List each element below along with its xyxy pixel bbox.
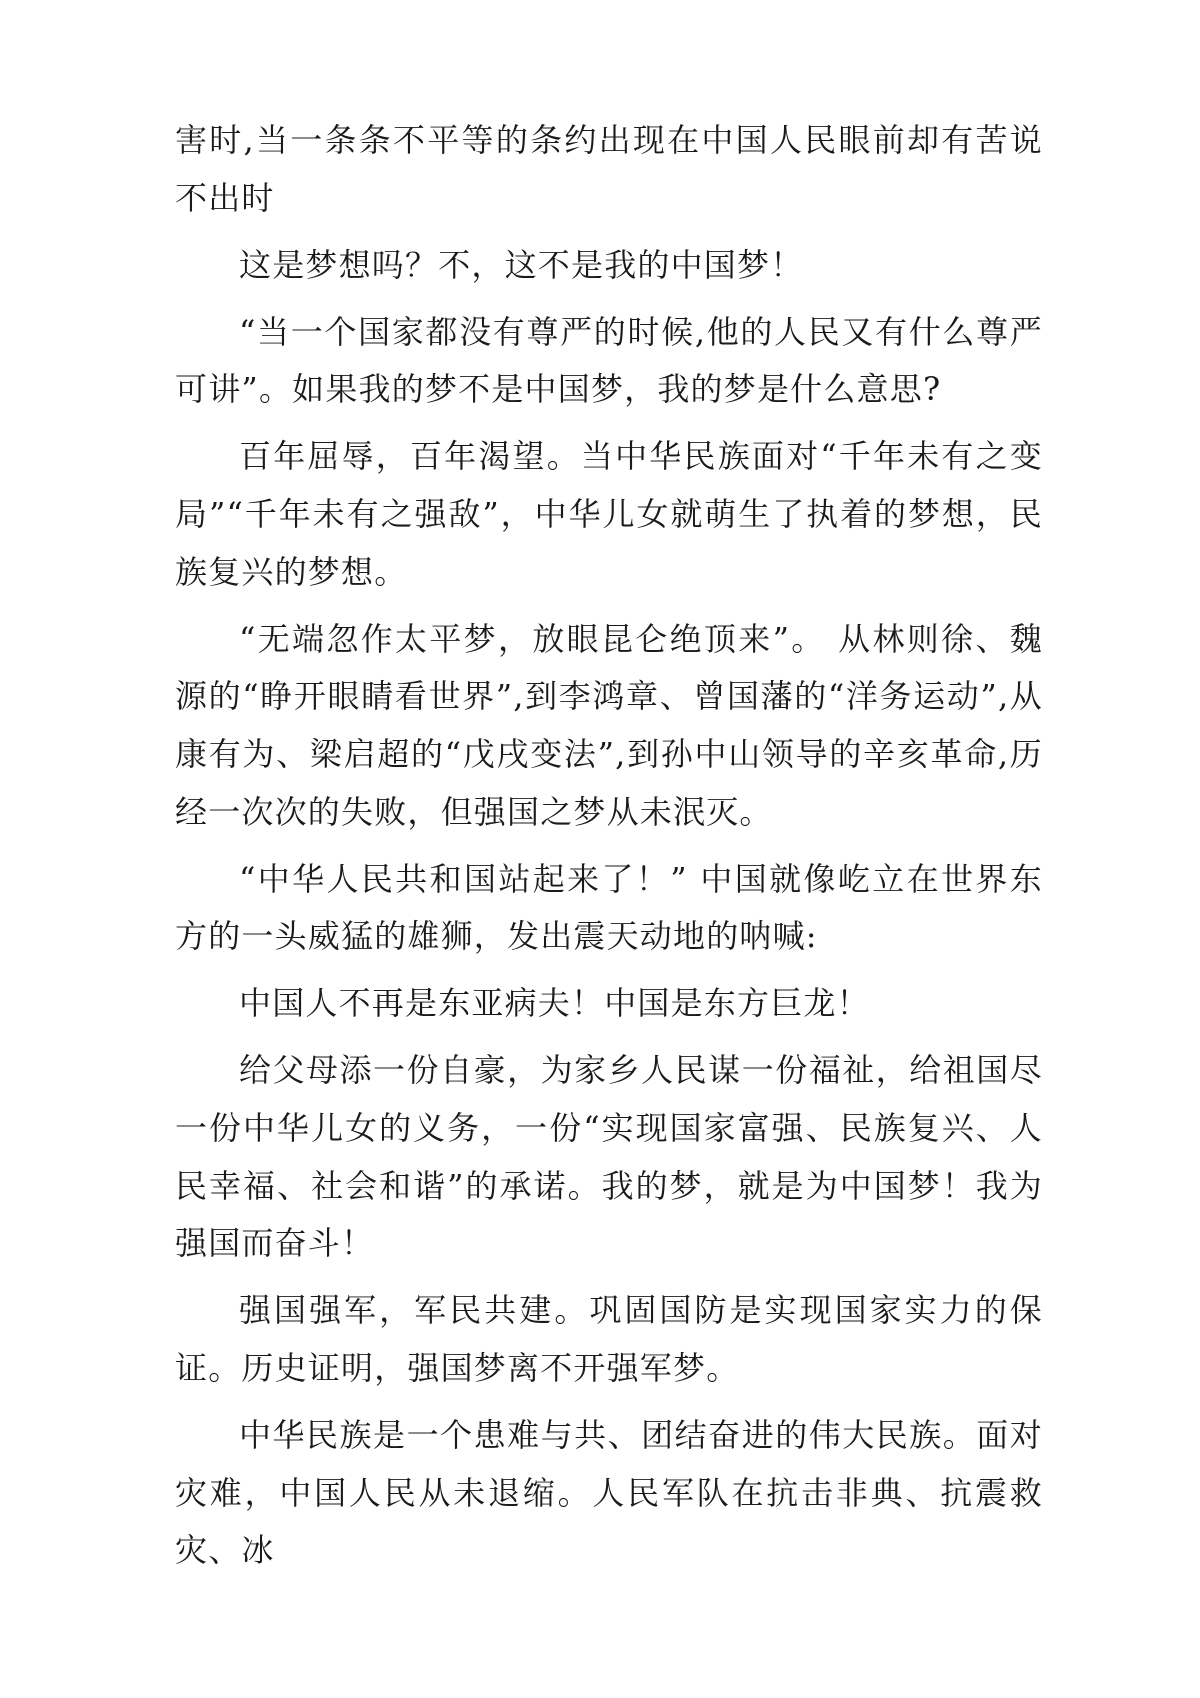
paragraph-8: 给父母添一份自豪，为家乡人民谋一份福祉，给祖国尽一份中华儿女的义务，一份“实现国家富强、民族复兴、人民幸福、社会和谐”的承诺。我的梦，就是为中国梦！我为强国而奋斗！ — [175, 1051, 1043, 1263]
paragraph-6: “中华人民共和国站起来了！” 中国就像屹立在世界东方的一头威猛的雄狮，发出震天动地的呐喊: — [175, 859, 1043, 956]
document-body — [175, 112, 1043, 1589]
paragraph-10: 中华民族是一个患难与共、团结奋进的伟大民族。面对灾难，中国人民从未退缩。人民军队在抗击非典、抗震救灾、冰 — [175, 1415, 1043, 1570]
paragraph-9: 强国强军，军民共建。巩固国防是实现国家实力的保证。历史证明，强国梦离不开强军梦。 — [175, 1291, 1043, 1387]
paragraph-4: 百年屈辱，百年渴望。当中华民族面对“千年未有之变局”“千年未有之强敌”，中华儿女就萌生了执着的梦想，民族复兴的梦想。 — [175, 437, 1043, 591]
paragraph-5: “无端忽作太平梦，放眼昆仑绝顶来”。 从林则徐、魏源的“睁开眼睛看世界”,到李鸿章、曾国藩的“洋务运动”,从康有为、梁启超的“戊戌变法”,到孙中山领导的辛亥革命,历经一次次的失败，但强国之梦从未泯灭。 — [175, 619, 1043, 831]
paragraph-3: “当一个国家都没有尊严的时候,他的人民又有什么尊严可讲”。如果我的梦不是中国梦，我的梦是什么意思? — [175, 312, 1043, 409]
paragraph-1: 害时,当一条条不平等的条约出现在中国人民眼前却有苦说不出时 — [175, 121, 1043, 217]
paragraph-7: 中国人不再是东亚病夫！中国是东方巨龙！ — [239, 984, 870, 1023]
paragraph-2: 这是梦想吗？不，这不是我的中国梦！ — [239, 245, 804, 284]
